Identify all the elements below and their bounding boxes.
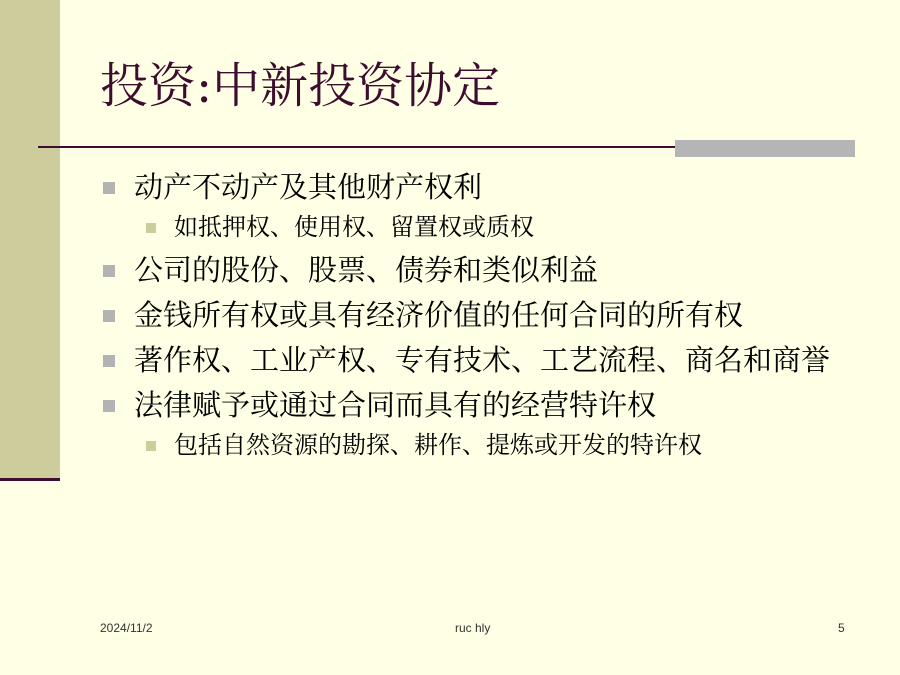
- list-item-text: 动产不动产及其他财产权利: [134, 170, 483, 204]
- list-item-text: 如抵押权、使用权、留置权或质权: [174, 213, 534, 241]
- bullet-list: [100, 168, 860, 462]
- list-item-text: 金钱所有权或具有经济价值的任何合同的所有权: [134, 298, 744, 332]
- title-accent-bar: [675, 140, 855, 157]
- slide-title: 投资:中新投资协定: [100, 58, 501, 114]
- list-item: [100, 210, 860, 244]
- square-bullet-icon: [103, 355, 115, 367]
- square-bullet-icon: [103, 265, 115, 277]
- list-item: [100, 168, 860, 206]
- list-item-text: 著作权、工业产权、专有技术、工艺流程、商名和商誉: [134, 343, 831, 377]
- square-bullet-icon: [103, 182, 115, 194]
- list-item: [100, 428, 860, 462]
- list-item: [100, 386, 860, 424]
- list-item-text: 公司的股份、股票、债券和类似利益: [134, 253, 599, 287]
- left-band-rule: [0, 478, 60, 481]
- list-item: [100, 251, 860, 289]
- footer-author: ruc hly: [455, 621, 491, 635]
- list-item: [100, 296, 860, 334]
- left-accent-band: [0, 0, 60, 478]
- square-bullet-icon: [103, 400, 115, 412]
- footer-date: 2024/11/2: [100, 621, 153, 635]
- list-item-text: 法律赋予或通过合同而具有的经营特许权: [134, 388, 657, 422]
- list-item-text: 包括自然资源的勘探、耕作、提炼或开发的特许权: [174, 431, 702, 459]
- square-bullet-icon: [103, 310, 115, 322]
- square-bullet-icon: [146, 441, 156, 451]
- list-item: [100, 341, 860, 379]
- page-number: 5: [838, 621, 845, 635]
- square-bullet-icon: [146, 223, 156, 233]
